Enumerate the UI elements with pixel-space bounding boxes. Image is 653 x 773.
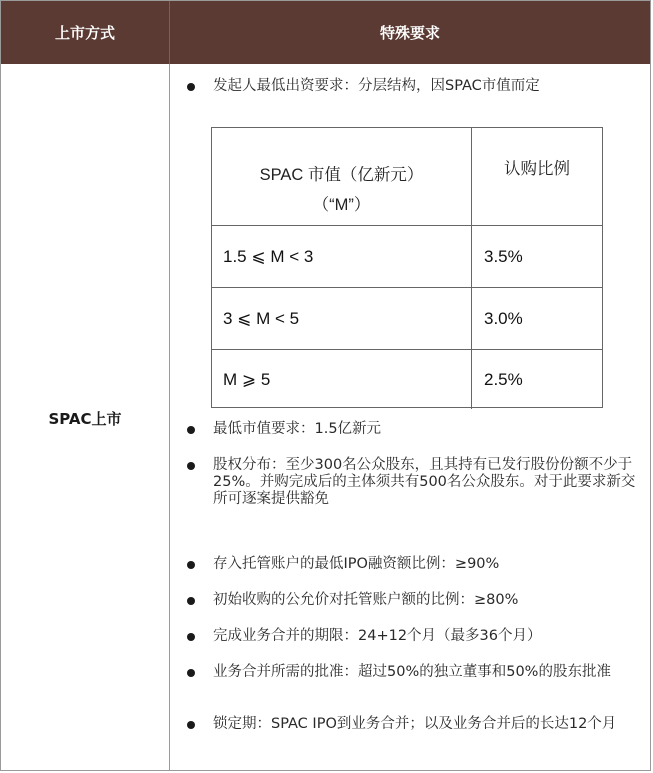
list-item	[187, 716, 647, 733]
list-item	[187, 421, 647, 438]
bullet-dot-icon	[187, 561, 195, 569]
bullet-dot-icon	[187, 597, 195, 605]
market-cap-range: M ⩾ 5	[212, 350, 472, 409]
market-cap-range: 3 ⩽ M < 5	[212, 288, 472, 349]
list-item	[187, 664, 647, 681]
bullet-dot-icon	[187, 462, 195, 470]
sub-table-header-ratio: 认购比例	[504, 160, 570, 178]
sub-table-header-row	[212, 128, 602, 226]
bullet-dot-icon	[187, 669, 195, 677]
bullet-text: 初始收购的公允价对托管账户额的比例：≥80%	[213, 592, 519, 608]
bullet-text: 最低市值要求：1.5亿新元	[213, 421, 382, 437]
bullet-dot-icon	[187, 721, 195, 729]
bullet-dot-icon	[187, 83, 195, 91]
bullet-dot-icon	[187, 633, 195, 641]
list-item	[187, 78, 647, 95]
sub-table-row	[212, 350, 602, 409]
bullet-text: 锁定期：SPAC IPO到业务合并；以及业务合并后的长达12个月	[213, 716, 617, 732]
subscription-ratio: 3.0%	[484, 308, 523, 328]
listing-method-label: SPAC上市	[48, 409, 122, 428]
bullet-text: 股权分布：至少300名公众股东，且其持有已发行股份份额不少于25%。并购完成后的主体须共有500名公众股东。对于此要求新交所可逐案提供豁免	[213, 457, 636, 507]
header-listing-method: 上市方式	[1, 1, 170, 64]
list-item	[187, 457, 647, 508]
sub-table-row	[212, 226, 602, 288]
method-cell	[1, 64, 170, 771]
requirements-cell	[170, 64, 650, 771]
sponsor-subscription-table	[211, 127, 603, 408]
bullet-text: 业务合并所需的批准：超过50%的独立董事和50%的股东批准	[213, 664, 611, 680]
table-header	[1, 1, 650, 64]
bullet-text: 完成业务合并的期限：24+12个月（最多36个月）	[213, 628, 542, 644]
list-item	[187, 556, 647, 573]
sub-table-header-market-cap	[212, 128, 472, 225]
table-row	[1, 64, 650, 771]
bullet-text: 发起人最低出资要求：分层结构，因SPAC市值而定	[213, 78, 540, 94]
list-item	[187, 592, 647, 609]
header-special-requirements: 特殊要求	[379, 24, 440, 42]
subscription-ratio: 3.5%	[484, 246, 523, 266]
list-item	[187, 628, 647, 645]
market-cap-header-line1: SPAC 市值（亿新元）	[259, 165, 424, 184]
bullet-text: 存入托管账户的最低IPO融资额比例：≥90%	[213, 556, 500, 572]
bullet-dot-icon	[187, 426, 195, 434]
subscription-ratio: 2.5%	[484, 369, 523, 389]
market-cap-header-line2: （“M”）	[312, 195, 371, 214]
sub-table-row	[212, 288, 602, 350]
market-cap-range: 1.5 ⩽ M < 3	[212, 226, 472, 287]
